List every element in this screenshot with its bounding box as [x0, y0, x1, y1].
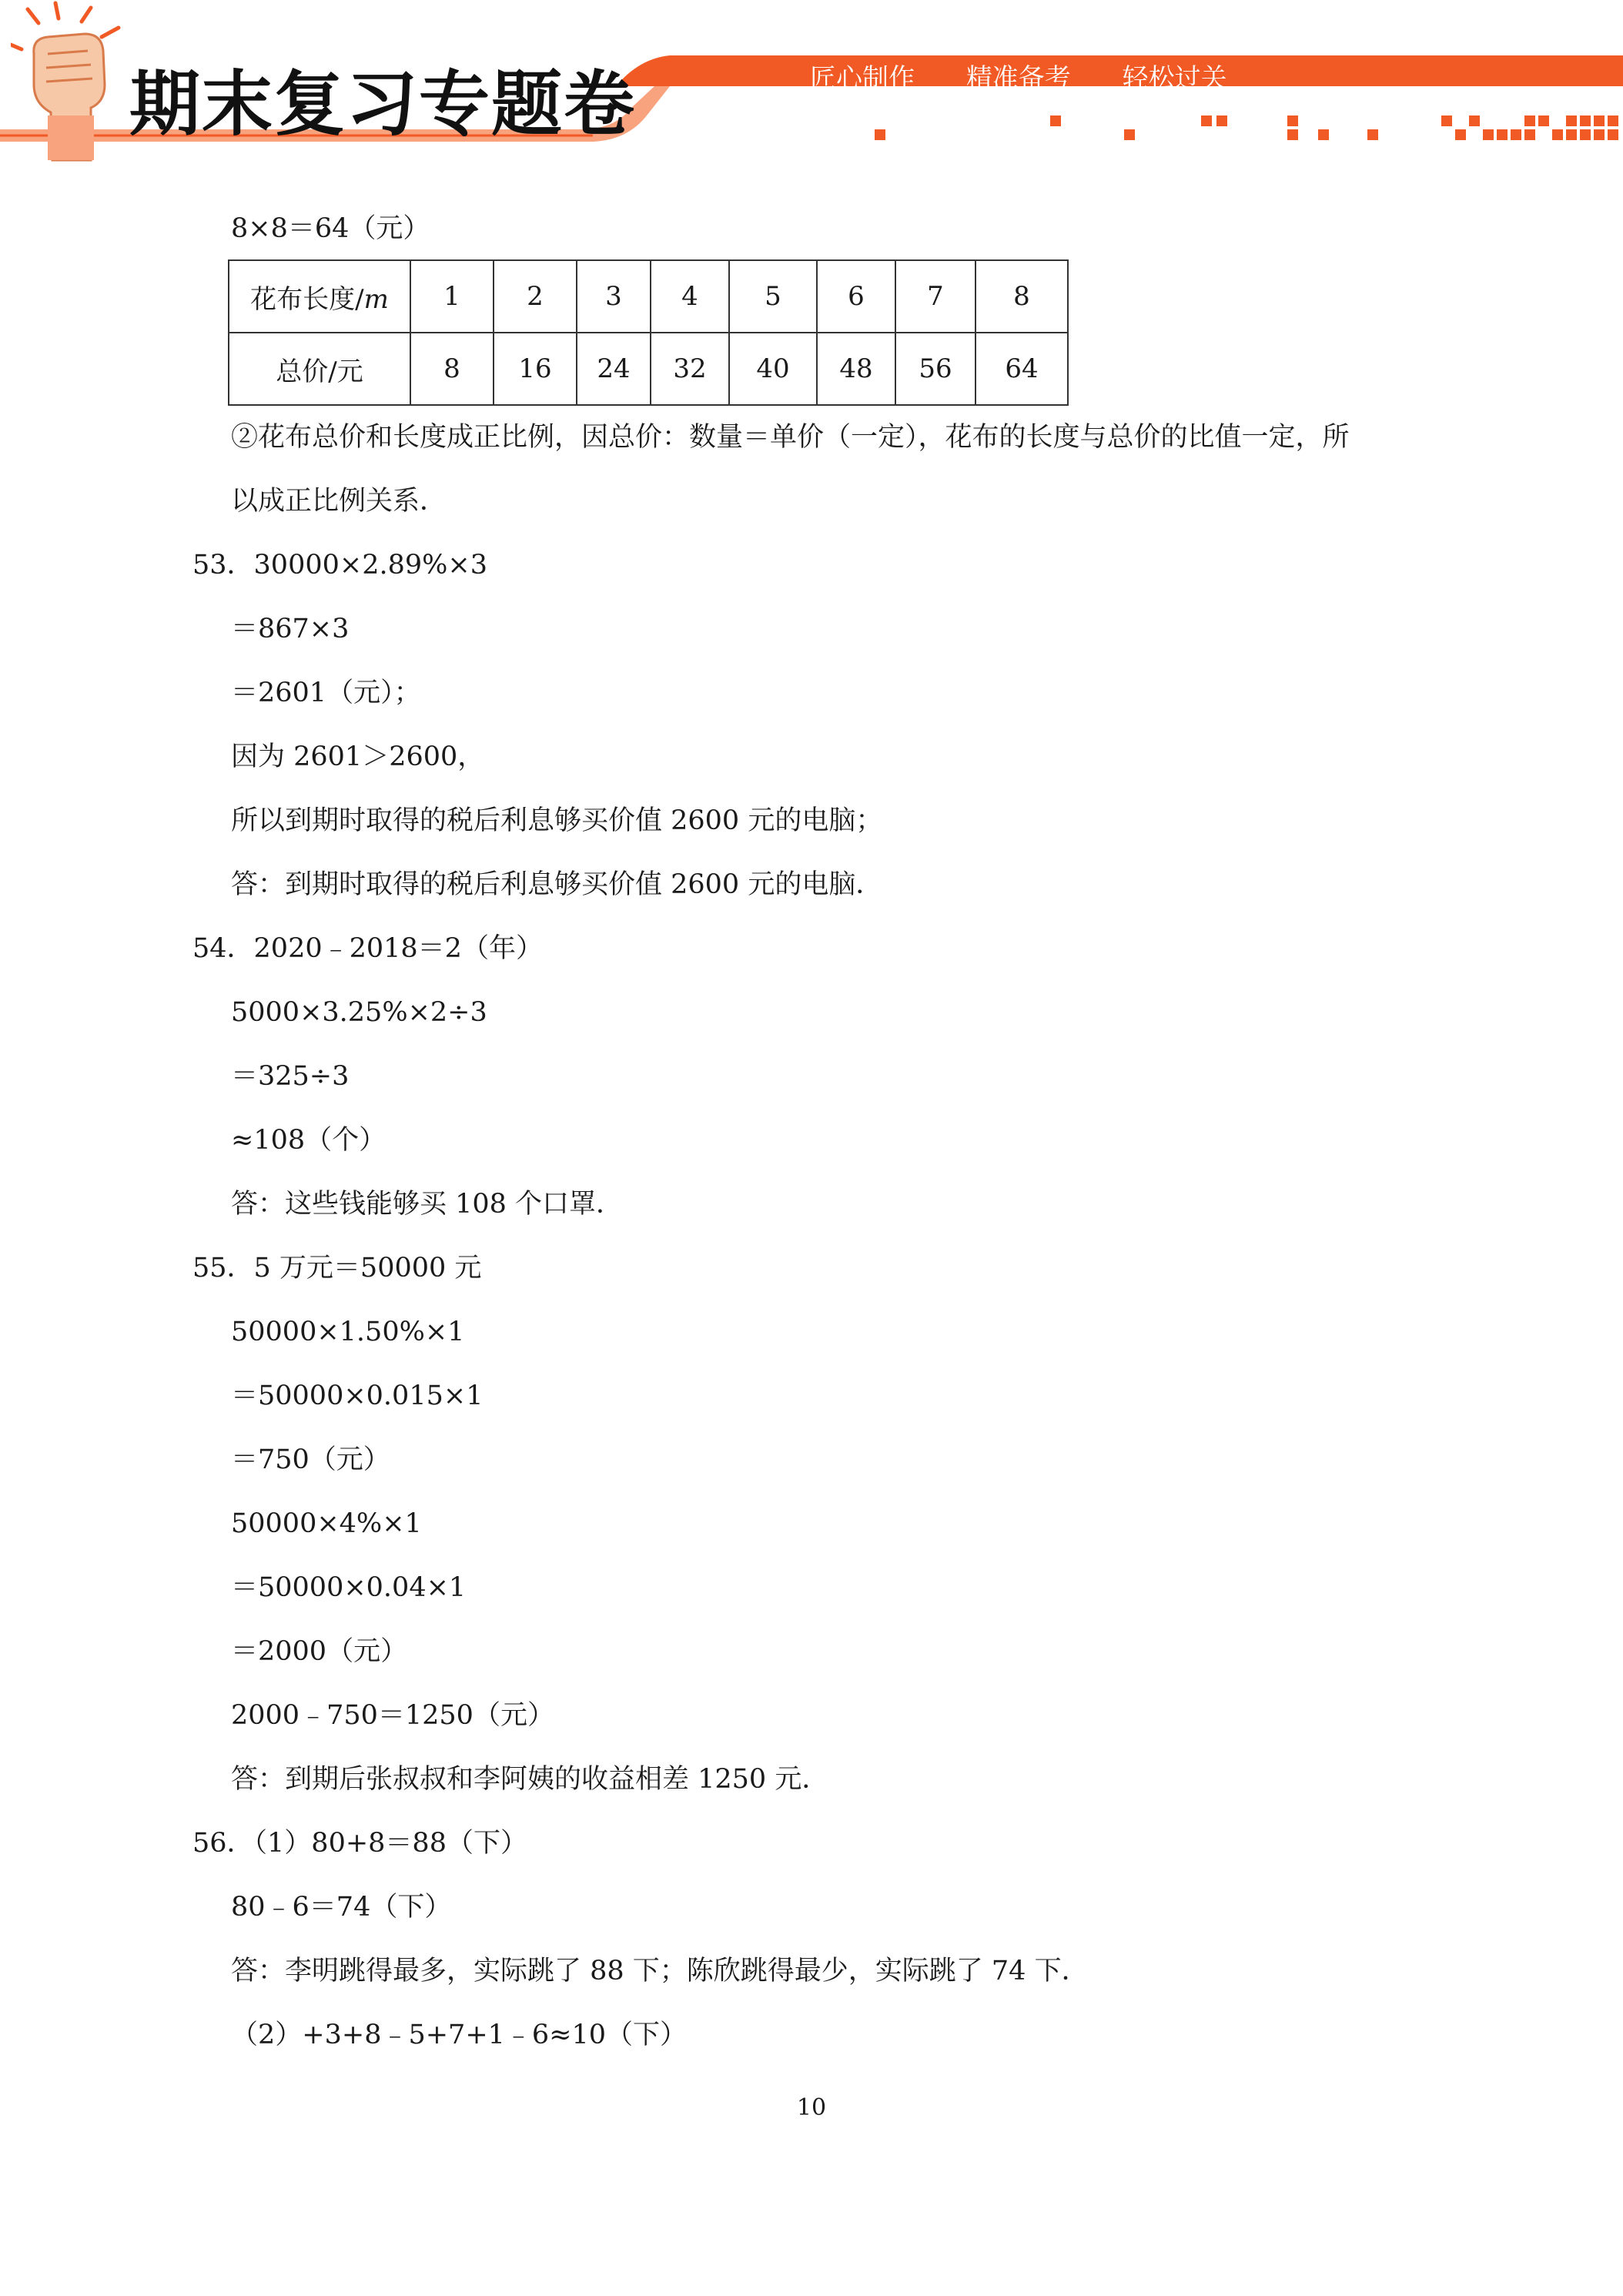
slogan-1: 匠心制作 [810, 63, 915, 94]
answer-line: 答：这些钱能够买 108 个口罩． [231, 1189, 624, 1220]
text-line: ＝50000×0.04×1 [231, 1572, 467, 1603]
text-line: ＝750（元） [231, 1444, 390, 1475]
table-row [229, 260, 1068, 333]
text-line: ＝867×3 [231, 614, 350, 644]
table-cell: 16 [494, 333, 577, 405]
answer-line: 答：到期时取得的税后利息够买价值 2600 元的电脑． [231, 869, 883, 900]
table-cell: 8 [410, 333, 494, 405]
question-55: 55．5 万元＝50000 元 [192, 1253, 482, 1284]
table-cell: 4 [651, 260, 729, 333]
header-title: 期末复习专题卷 [129, 63, 637, 146]
text-line: 50000×1.50%×1 [231, 1317, 465, 1347]
page-number: 10 [796, 2094, 827, 2121]
row-label-length: 花布长度/ [250, 283, 364, 315]
price-table [228, 259, 1069, 406]
table-cell: 7 [895, 260, 975, 333]
table-cell: 6 [817, 260, 895, 333]
text-line: 50000×4%×1 [231, 1508, 422, 1539]
table-cell: 3 [577, 260, 651, 333]
table-cell: 40 [729, 333, 817, 405]
page-header [0, 0, 1623, 162]
text-line: 2000﹣750＝1250（元） [231, 1700, 554, 1731]
unit-m: m [363, 283, 389, 315]
question-54: 54．2020﹣2018＝2（年） [192, 933, 543, 964]
table-cell: 48 [817, 333, 895, 405]
text-line: ≈108（个） [231, 1125, 387, 1156]
table-header-cell: 总价/元 [229, 333, 410, 405]
text-line: 80﹣6＝74（下） [231, 1892, 452, 1923]
answer-line: 答：到期后张叔叔和李阿姨的收益相差 1250 元． [231, 1764, 829, 1795]
text-line: ＝325÷3 [231, 1061, 350, 1092]
table-header-cell [229, 260, 410, 333]
table-cell: 5 [729, 260, 817, 333]
slogan-3: 轻松过关 [1122, 63, 1227, 94]
text-line: ②花布总价和长度成正比例，因总价：数量＝单价（一定），花布的长度与总价的比值一定，所 [231, 422, 1350, 453]
table-cell: 32 [651, 333, 729, 405]
text-line: ＝2000（元） [231, 1636, 408, 1667]
answer-line: 答：李明跳得最多，实际跳了 88 下；陈欣跳得最少，实际跳了 74 下． [231, 1956, 1089, 1986]
text-line: ＝50000×0.015×1 [231, 1381, 484, 1411]
table-cell: 1 [410, 260, 494, 333]
text-line: 因为 2601＞2600， [231, 741, 485, 772]
header-slogans [810, 57, 1253, 95]
text-line: 以成正比例关系． [231, 486, 447, 517]
question-53: 53．30000×2.89%×3 [192, 550, 487, 581]
text-line: 8×8＝64（元） [231, 213, 430, 244]
table-cell: 8 [975, 260, 1068, 333]
table-row [229, 333, 1068, 405]
hand-fist-icon [11, 0, 126, 162]
text-line: （2）+3+8﹣5+7+1﹣6≈10（下） [231, 2020, 688, 2050]
text-line: 所以到期时取得的税后利息够买价值 2600 元的电脑； [231, 805, 883, 836]
slogan-2: 精准备考 [965, 63, 1071, 94]
table-cell: 64 [975, 333, 1068, 405]
table-cell: 56 [895, 333, 975, 405]
text-line: ＝2601（元）； [231, 678, 421, 708]
table-cell: 24 [577, 333, 651, 405]
table-cell: 2 [494, 260, 577, 333]
question-56: 56．（1）80+8＝88（下） [192, 1828, 527, 1859]
text-line: 5000×3.25%×2÷3 [231, 997, 487, 1028]
